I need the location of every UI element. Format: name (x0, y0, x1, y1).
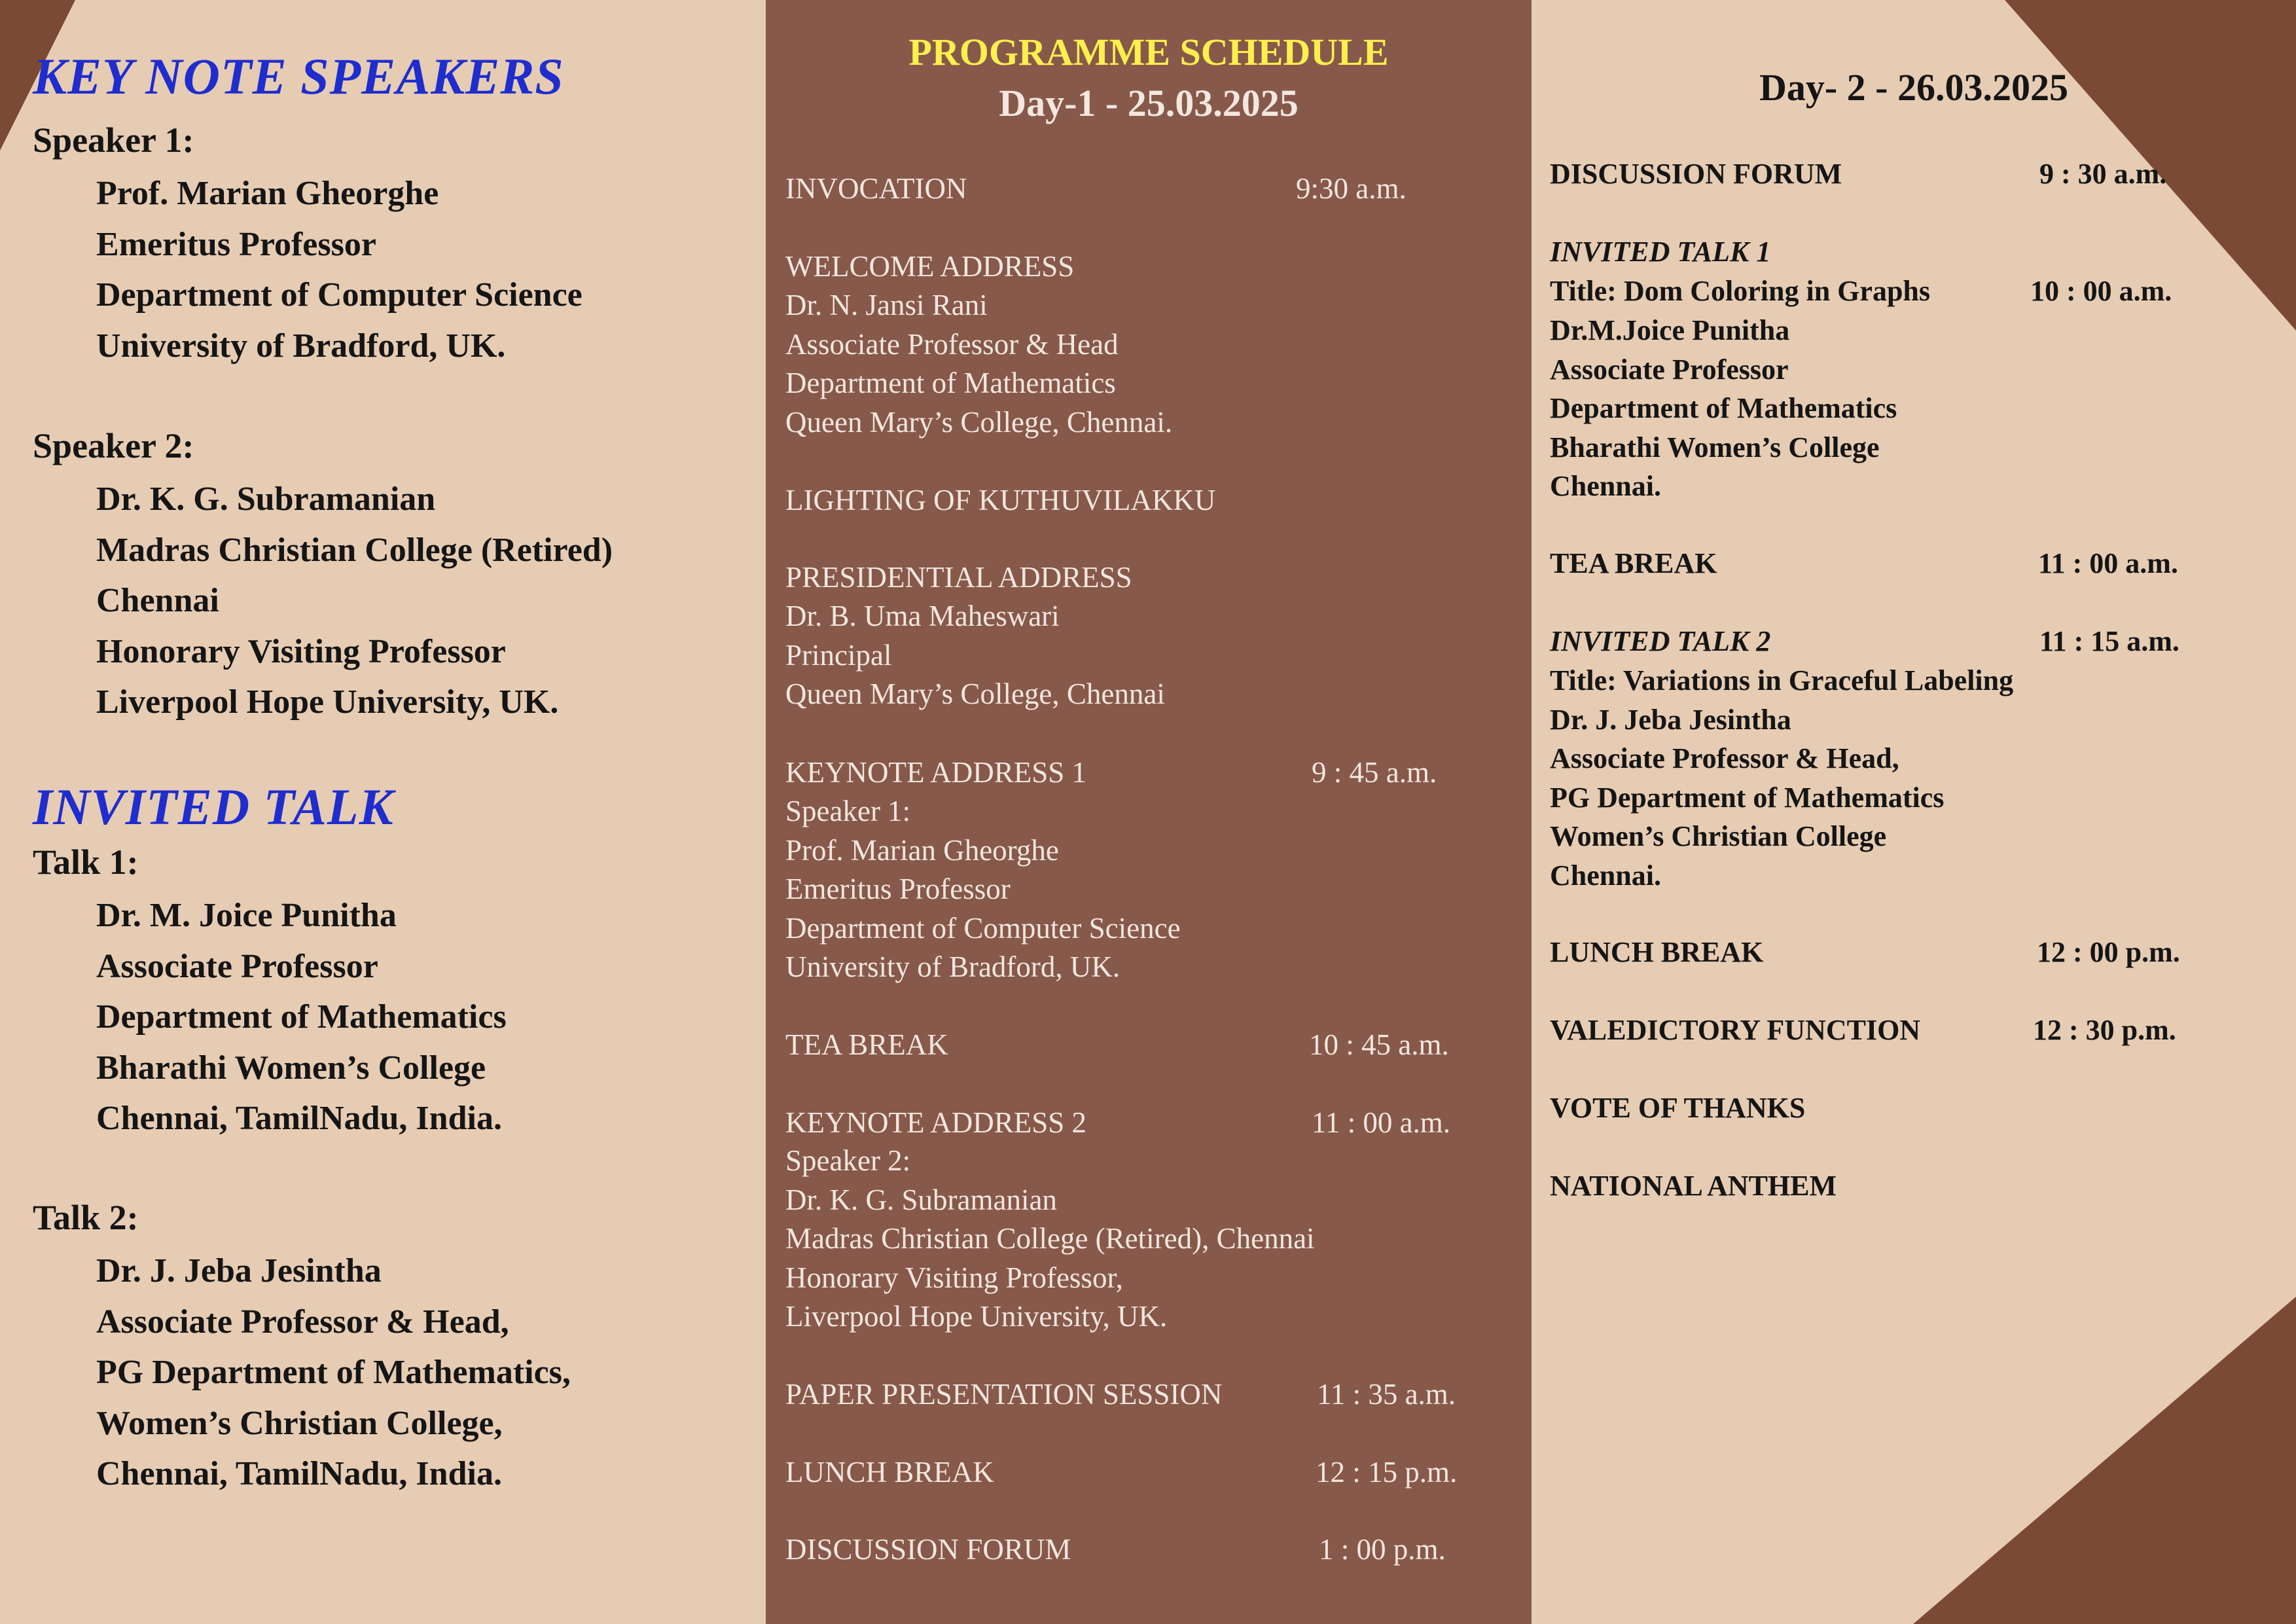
valedictory-function-title: VALEDICTORY FUNCTION (1550, 1014, 1921, 1046)
lighting-title: LIGHTING OF KUTHUVILAKKU (785, 484, 1216, 516)
keynote1-speaker-label: Speaker 1: (785, 795, 911, 827)
day2-lunch-break-title: LUNCH BREAK (1550, 936, 1764, 968)
invited-talk1-speaker: Dr.M.Joice Punitha (1550, 314, 1790, 346)
invocation-title: INVOCATION (785, 172, 967, 205)
welcome-designation: Associate Professor & Head (785, 327, 1119, 361)
day1-heading (766, 81, 1532, 125)
vote-of-thanks-title: VOTE OF THANKS (1550, 1092, 1806, 1124)
day1-tea-break-title: TEA BREAK (785, 1028, 948, 1061)
keynote2-speaker-label: Speaker 2: (785, 1144, 911, 1177)
invited-talk1-title: INVITED TALK 1 (1550, 236, 1771, 268)
talk2-name: Dr. J. Jeba Jesintha (96, 1252, 382, 1290)
invited-talk1-designation: Associate Professor (1550, 353, 1789, 386)
keynote2-time: 11 : 00 a.m. (1312, 1106, 1451, 1139)
keynote1-university: University of Bradford, UK. (785, 950, 1121, 983)
speaker2-label: Speaker 2: (33, 426, 194, 465)
speaker2-name: Dr. K. G. Subramanian (96, 480, 436, 518)
day1-lunch-break-title: LUNCH BREAK (785, 1456, 994, 1489)
talk1-designation: Associate Professor (96, 947, 378, 985)
talk2-label: Talk 2: (33, 1198, 139, 1237)
welcome-department: Department of Mathematics (785, 367, 1116, 399)
talk1-department: Department of Mathematics (96, 998, 507, 1036)
speaker2-university: Liverpool Hope University, UK. (96, 683, 559, 721)
speaker1-name: Prof. Marian Gheorghe (96, 175, 439, 212)
keynote1-name: Prof. Marian Gheorghe (785, 833, 1059, 867)
invited-talk1-department: Department of Mathematics (1550, 392, 1897, 424)
talk2-details (96, 1246, 571, 1500)
day1-tea-break-time: 10 : 45 a.m. (1309, 1028, 1449, 1061)
day2-schedule-panel (1532, 0, 2296, 1624)
keynote2-details (785, 1142, 1315, 1337)
speaker1-label: Speaker 1: (33, 120, 194, 160)
welcome-address-title: WELCOME ADDRESS (785, 250, 1075, 283)
invited-talk1-city: Chennai. (1550, 470, 1661, 502)
speaker2-details (96, 474, 613, 728)
talk1-details (96, 890, 507, 1144)
welcome-speaker: Dr. N. Jansi Rani (785, 289, 988, 321)
invited-talk2-time: 11 : 15 a.m. (2039, 625, 2179, 657)
keynote-speakers-title: KEY NOTE SPEAKERS (33, 48, 564, 105)
talk1-location: Chennai, TamilNadu, India. (96, 1100, 502, 1137)
keynote2-institution: Madras Christian College (Retired), Chennai (785, 1222, 1315, 1255)
keynote1-department: Department of Computer Science (785, 911, 1181, 945)
keynote-panel (0, 0, 766, 1624)
keynote1-title: KEYNOTE ADDRESS 1 (785, 756, 1087, 789)
day1-discussion-forum-title: DISCUSSION FORUM (785, 1533, 1071, 1566)
talk2-college: Women’s Christian College, (96, 1404, 503, 1442)
invited-talk2-title: INVITED TALK 2 (1550, 625, 1771, 657)
speaker2-designation: Honorary Visiting Professor (96, 632, 506, 670)
day2-tea-break-title: TEA BREAK (1550, 547, 1717, 579)
speaker2-city: Chennai (96, 582, 219, 619)
presidential-address-title: PRESIDENTIAL ADDRESS (785, 561, 1132, 594)
day1-lunch-break-time: 12 : 15 p.m. (1316, 1456, 1458, 1489)
day2-discussion-forum-time: 9 : 30 a.m. (2039, 158, 2167, 190)
invited-talk2-designation: Associate Professor & Head, (1550, 742, 1899, 774)
day1-label: Day-1 (999, 82, 1096, 124)
invited-talk1-time: 10 : 00 a.m. (2030, 275, 2172, 307)
invited-talk2-topic: Title: Variations in Graceful Labeling (1550, 664, 2014, 696)
presidential-college: Queen Mary’s College, Chennai (785, 677, 1165, 710)
day1-schedule-panel (766, 0, 1532, 1624)
paper-presentation-title: PAPER PRESENTATION SESSION (785, 1378, 1223, 1411)
keynote2-title: KEYNOTE ADDRESS 2 (785, 1106, 1087, 1139)
presidential-address-details (785, 597, 1165, 714)
national-anthem-title: NATIONAL ANTHEM (1550, 1170, 1837, 1202)
talk1-label: Talk 1: (33, 842, 139, 882)
speaker2-institution: Madras Christian College (Retired) (96, 531, 613, 569)
day2-heading: Day- 2 - 26.03.2025 (1759, 66, 2068, 109)
keynote1-time: 9 : 45 a.m. (1312, 756, 1437, 789)
day2-tea-break-time: 11 : 00 a.m. (2038, 547, 2178, 579)
valedictory-function-time: 12 : 30 p.m. (2033, 1014, 2176, 1046)
invited-talk2-details (1550, 661, 2013, 895)
keynote1-details (785, 792, 1181, 987)
welcome-college: Queen Mary’s College, Chennai. (785, 405, 1173, 439)
day1-date: - 25.03.2025 (1096, 82, 1299, 124)
invited-talk2-college: Women’s Christian College (1550, 820, 1887, 852)
talk2-department: PG Department of Mathematics, (96, 1354, 571, 1391)
welcome-address-details (785, 286, 1172, 442)
invited-talk1-details (1550, 311, 1897, 506)
talk1-college: Bharathi Women’s College (96, 1049, 486, 1087)
talk1-name: Dr. M. Joice Punitha (96, 897, 397, 934)
invited-talk2-department: PG Department of Mathematics (1550, 781, 1945, 814)
invited-talk2-speaker: Dr. J. Jeba Jesintha (1550, 703, 1791, 736)
talk2-designation: Associate Professor & Head, (96, 1303, 509, 1341)
invited-talk1-topic: Title: Dom Coloring in Graphs (1550, 275, 1931, 307)
invocation-time: 9:30 a.m. (1296, 172, 1407, 205)
decorative-triangle-bottom (1913, 1297, 2296, 1624)
day1-discussion-forum-time: 1 : 00 p.m. (1319, 1533, 1446, 1566)
keynote1-designation: Emeritus Professor (785, 873, 1011, 905)
speaker1-details (96, 168, 583, 371)
day2-discussion-forum-title: DISCUSSION FORUM (1550, 158, 1842, 190)
invited-talk2-city: Chennai. (1550, 859, 1661, 892)
keynote2-designation: Honorary Visiting Professor, (785, 1261, 1123, 1294)
keynote2-university: Liverpool Hope University, UK. (785, 1300, 1168, 1333)
invited-talk1-college: Bharathi Women’s College (1550, 431, 1880, 463)
presidential-speaker: Dr. B. Uma Maheswari (785, 600, 1060, 632)
paper-presentation-time: 11 : 35 a.m. (1317, 1378, 1456, 1411)
programme-schedule-heading: PROGRAMME SCHEDULE (908, 31, 1389, 73)
day2-lunch-break-time: 12 : 00 p.m. (2037, 936, 2180, 968)
invited-talk-title: INVITED TALK (33, 778, 394, 835)
speaker1-institution: University of Bradford, UK. (96, 327, 506, 365)
presidential-designation: Principal (785, 638, 892, 672)
speaker1-department: Department of Computer Science (96, 276, 583, 314)
talk2-location: Chennai, TamilNadu, India. (96, 1455, 502, 1492)
keynote2-name: Dr. K. G. Subramanian (785, 1183, 1057, 1216)
speaker1-designation: Emeritus Professor (96, 225, 376, 263)
